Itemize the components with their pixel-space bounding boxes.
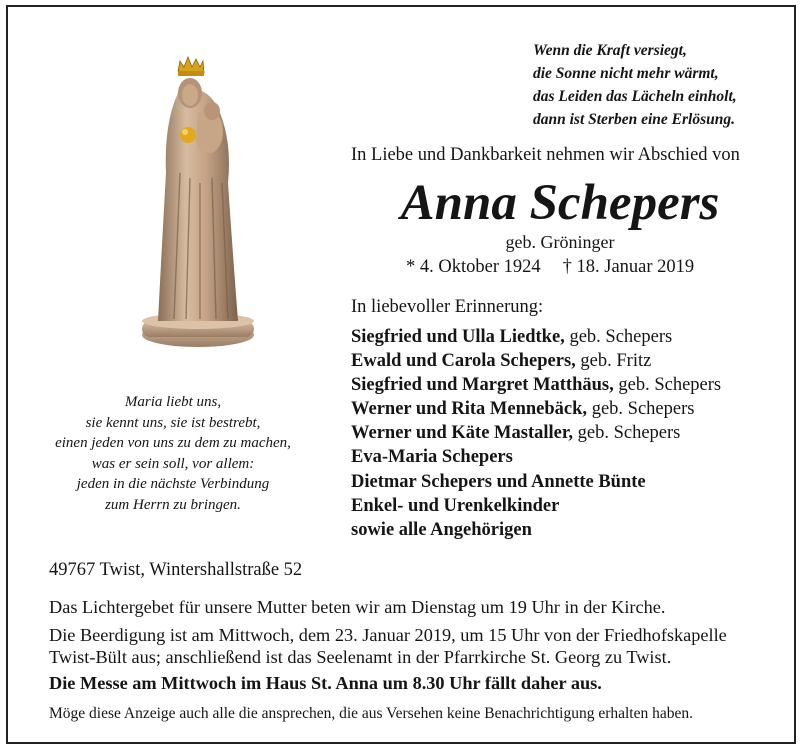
mourner-suffix: geb. Schepers [564,327,673,347]
mourner-entry [351,349,721,373]
maiden-name: geb. Gröninger [505,232,615,252]
mourner-name: Ewald und Carola Schepers, [351,351,576,372]
mourner-name: Enkel- und Urenkelkinder [351,495,560,516]
mourner-suffix: geb. Schepers [587,399,695,420]
obituary-frame [6,5,796,744]
mourners-list [351,325,721,542]
mourner-suffix: geb. Fritz [575,351,652,372]
apology-notice: Möge diese Anzeige auch alle die ansprechen, die aus Versehen keine Benachrichtigung erhalten haben. [49,705,693,722]
mourner-name: Siegfried und Margret Matthäus, [351,375,614,396]
poem-left [8,392,338,515]
funeral-line: Twist-Bült aus; anschließend ist das Seelenamt in der Pfarrkirche St. Georg zu Twist. [49,647,672,667]
birth-date: * 4. Oktober 1924 [406,257,541,277]
mourner-suffix: geb. Schepers [572,423,681,444]
mourner-entry [351,445,721,469]
poem-top-line: dann ist Sterben eine Erlösung. [533,111,735,128]
intro-text: In Liebe und Dankbarkeit nehmen wir Abschied von [351,145,740,165]
mourner-entry [351,325,721,349]
mourner-entry [351,421,721,445]
funeral-notice [49,624,789,668]
life-dates [406,257,694,278]
poem-top [533,39,793,131]
mourner-suffix: geb. Schepers [613,375,722,396]
mourner-entry [351,397,721,421]
mourner-entry [351,494,721,518]
mourner-entry [351,373,721,397]
mourner-entry [351,470,721,494]
death-date: † 18. Januar 2019 [562,257,695,277]
poem-top-line: das Leiden das Lächeln einholt, [533,88,737,105]
mourner-name: Werner und Käte Mastaller, [351,423,573,444]
memory-label: In liebevoller Erinnerung: [351,297,544,317]
poem-top-line: Wenn die Kraft versiegt, [533,42,687,59]
poem-left-line: zum Herrn zu bringen. [105,496,241,513]
mourner-entry [351,518,721,542]
funeral-line: Die Beerdigung ist am Mittwoch, dem 23. Januar 2019, um 15 Uhr von der Friedhofskapelle [49,625,727,645]
poem-left-line: Maria liebt uns, [124,394,222,410]
poem-top-line: die Sonne nicht mehr wärmt, [533,65,719,82]
address: 49767 Twist, Wintershallstraße 52 [49,560,303,580]
mourner-name: Siegfried und Ulla Liedtke, [351,327,565,347]
deceased-name: Anna Schepers [400,175,720,231]
mourner-name: Dietmar Schepers und Annette Bünte [351,471,646,492]
mourner-name: Eva-Maria Schepers [351,447,513,468]
poem-left-line: was er sein soll, vor allem: [91,455,255,472]
mourner-name: sowie alle Angehörigen [351,519,532,540]
prayer-notice: Das Lichtergebet für unsere Mutter beten wir am Dienstag um 19 Uhr in der Kirche. [49,597,666,617]
poem-left-line: einen jeden von uns zu dem zu machen, [55,435,291,451]
mass-notice: Die Messe am Mittwoch im Haus St. Anna um 8.30 Uhr fällt daher aus. [49,673,602,693]
poem-left-line: sie kennt uns, sie ist bestrebt, [85,414,261,431]
mourner-name: Werner und Rita Mennebäck, [351,399,588,420]
poem-left-line: jeden in die nächste Verbindung [76,476,270,492]
